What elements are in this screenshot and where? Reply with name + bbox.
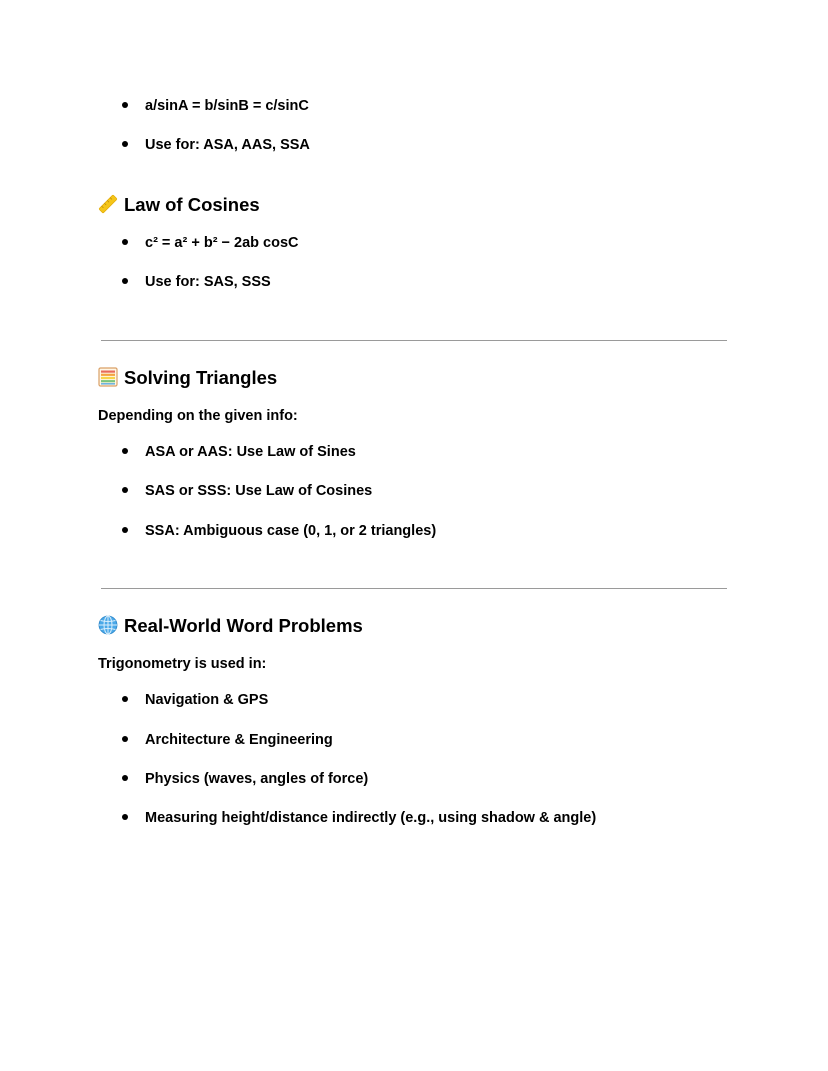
bullet-icon: [122, 239, 128, 245]
list-item: [122, 730, 333, 750]
bullet-icon: [122, 278, 128, 284]
section-intro: Trigonometry is used in:: [98, 656, 267, 672]
list-item: [122, 481, 372, 501]
list-item-text: a/sinA = b/sinB = c/sinC: [145, 98, 309, 114]
section-title: Real-World Word Problems: [124, 615, 363, 636]
list-item-text: Physics (waves, angles of force): [145, 771, 369, 787]
bullet-icon: [122, 814, 128, 820]
list-item: [122, 96, 309, 116]
section-intro: Depending on the given info:: [98, 408, 298, 424]
list-item: [122, 233, 299, 253]
list-item: [122, 135, 310, 155]
list-item-text: Architecture & Engineering: [145, 732, 333, 748]
list-item-text: c² = a² + b² − 2ab cosC: [145, 235, 299, 251]
list-item: [122, 272, 271, 292]
section-heading-solving-triangles: [98, 365, 277, 391]
section-heading-word-problems: [98, 613, 363, 639]
bullet-icon: [122, 775, 128, 781]
section-title: Solving Triangles: [124, 367, 278, 388]
horizontal-divider: [101, 340, 727, 341]
section-heading-law-of-cosines: [98, 192, 260, 218]
list-item-text: SAS or SSS: Use Law of Cosines: [145, 483, 373, 499]
bullet-icon: [122, 527, 128, 533]
section-title: Law of Cosines: [124, 194, 260, 215]
horizontal-divider: [101, 588, 727, 589]
bullet-icon: [122, 696, 128, 702]
bullet-icon: [122, 102, 128, 108]
list-item: [122, 442, 356, 462]
globe-icon: [98, 615, 118, 635]
list-item: [122, 521, 436, 541]
bullet-icon: [122, 736, 128, 742]
bullet-icon: [122, 141, 128, 147]
list-item-text: Measuring height/distance indirectly (e.g., using shadow & angle): [145, 810, 597, 826]
list-item-text: Use for: ASA, AAS, SSA: [145, 137, 310, 153]
list-item-text: Use for: SAS, SSS: [145, 274, 271, 290]
list-item: [122, 808, 596, 828]
list-item-text: ASA or AAS: Use Law of Sines: [145, 444, 356, 460]
ruler-icon: [98, 194, 118, 214]
list-item: [122, 769, 368, 789]
bullet-icon: [122, 448, 128, 454]
bullet-icon: [122, 487, 128, 493]
list-item-text: SSA: Ambiguous case (0, 1, or 2 triangles): [145, 523, 437, 539]
abacus-icon: [98, 367, 118, 387]
list-item: [122, 690, 268, 710]
list-item-text: Navigation & GPS: [145, 692, 269, 708]
